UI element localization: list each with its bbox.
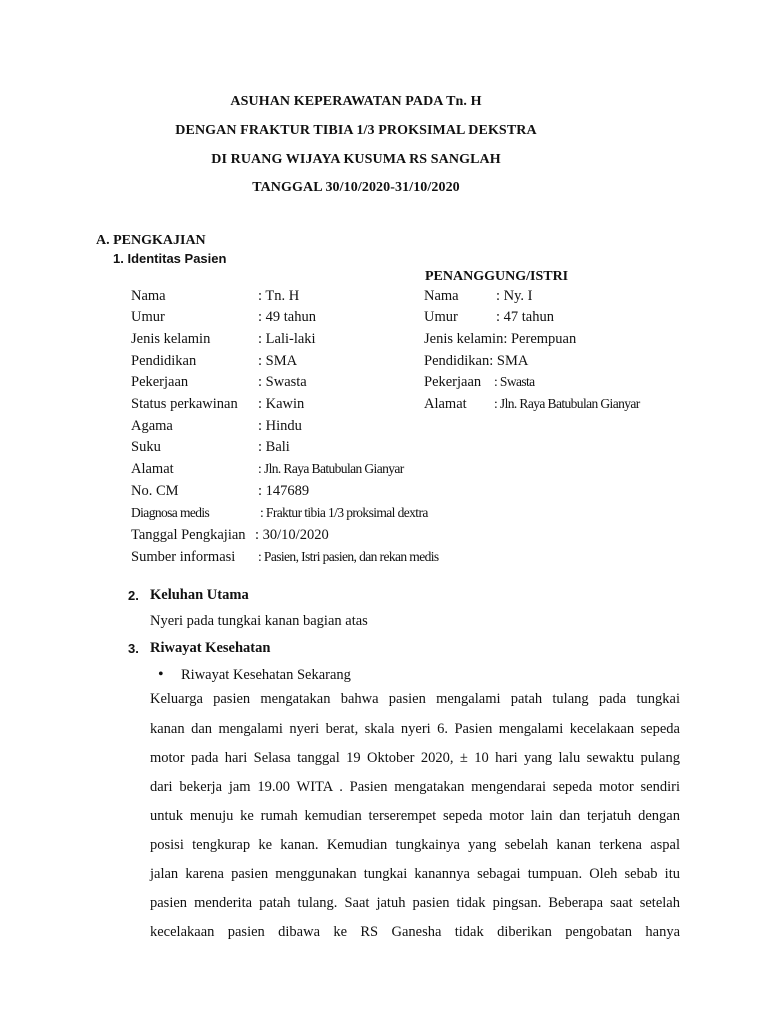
patient-label: Pendidikan <box>131 353 197 369</box>
patient-value: : Swasta <box>258 374 307 390</box>
patient-value: : Hindu <box>258 418 302 434</box>
section-heading-riwayat-kesehatan: Riwayat Kesehatan <box>150 640 271 656</box>
guardian-row-alamat <box>424 396 640 416</box>
guardian-row-jenis-kelamin <box>424 331 576 351</box>
bullet-icon: • <box>158 666 164 683</box>
paragraph-line: jalan karena pasien menggunakan tungkai kanannya sebagai tumpuan. Oleh sebab itu <box>150 866 680 882</box>
guardian-value: : Jln. Raya Batubulan Gianyar <box>494 396 640 411</box>
patient-label: Umur <box>131 309 165 325</box>
guardian-label: Alamat <box>424 396 467 412</box>
patient-label: Diagnosa medis <box>131 505 210 520</box>
title-line-4: TANGGAL 30/10/2020-31/10/2020 <box>252 180 460 195</box>
paragraph-line: pasien menderita patah tulang. Saat jatuh pasien tidak pingsan. Beberapa saat setelah <box>150 895 680 911</box>
patient-label: Alamat <box>131 461 174 477</box>
patient-value: : 49 tahun <box>258 309 316 325</box>
patient-label: Sumber informasi <box>131 549 236 565</box>
guardian-row-pekerjaan <box>424 374 535 394</box>
patient-value: : SMA <box>258 353 298 369</box>
section-heading-keluhan-utama: Keluhan Utama <box>150 587 249 603</box>
paragraph-line: kanan dan mengalami nyeri berat, skala nyeri 6. Pasien mengalami kecelakaan sepeda <box>150 721 680 737</box>
paragraph-line: motor pada hari Selasa tanggal 19 Oktober 2020, ± 10 hari yang lalu sewaktu pulang <box>150 750 680 766</box>
paragraph-line: untuk menuju ke rumah kemudian terserempet sepeda motor lain dan terjatuh dengan <box>150 808 680 824</box>
guardian-label: Pendidikan: SMA <box>424 353 529 369</box>
paragraph-line: dari bekerja jam 19.00 WITA . Pasien mengatakan mengendarai sepeda motor sendiri <box>150 779 680 795</box>
patient-value: : Tn. H <box>258 288 300 304</box>
section-number-3: 3. <box>128 641 139 656</box>
patient-label: Pekerjaan <box>131 374 189 390</box>
patient-label: Tanggal Pengkajian <box>131 527 246 543</box>
keluhan-utama-text: Nyeri pada tungkai kanan bagian atas <box>150 613 368 629</box>
guardian-value: : Ny. I <box>496 288 533 304</box>
paragraph-line: posisi tengkurap ke kanan. Kemudian tungkainya yang sebelah kanan terkena aspal <box>150 837 680 853</box>
patient-value: : Lali-laki <box>258 331 316 347</box>
patient-label: Status perkawinan <box>131 396 238 412</box>
guardian-label: Nama <box>424 288 459 304</box>
patient-value: : Fraktur tibia 1/3 proksimal dextra <box>260 505 428 520</box>
patient-value: : Jln. Raya Batubulan Gianyar <box>258 461 404 476</box>
guardian-label: Pekerjaan <box>424 374 482 390</box>
patient-value: : 147689 <box>258 483 310 499</box>
title-line-1: ASUHAN KEPERAWATAN PADA Tn. H <box>230 94 482 109</box>
guardian-value: : Swasta <box>494 374 535 389</box>
section-number-2: 2. <box>128 588 139 603</box>
bullet-text-riwayat-sekarang: Riwayat Kesehatan Sekarang <box>181 667 351 683</box>
patient-value: : Bali <box>258 439 290 455</box>
patient-label: Suku <box>131 439 161 455</box>
title-line-2: DENGAN FRAKTUR TIBIA 1/3 PROKSIMAL DEKSTRA <box>175 123 537 138</box>
guardian-row-pendidikan <box>424 353 528 373</box>
title-line-3: DI RUANG WIJAYA KUSUMA RS SANGLAH <box>211 152 501 167</box>
guardian-value: : 47 tahun <box>496 309 554 325</box>
patient-value: : Pasien, Istri pasien, dan rekan medis <box>258 549 439 564</box>
paragraph-line: kecelakaan pasien dibawa ke RS Ganesha tidak diberikan pengobatan hanya <box>150 924 680 940</box>
guardian-row-umur <box>424 309 554 329</box>
guardian-label: Umur <box>424 309 458 325</box>
subheading-identitas-pasien: 1. Identitas Pasien <box>113 251 227 266</box>
guardian-header: PENANGGUNG/ISTRI <box>425 269 569 284</box>
patient-label: Nama <box>131 288 166 304</box>
guardian-row-nama <box>424 288 533 308</box>
patient-value: : Kawin <box>258 396 305 412</box>
patient-label: No. CM <box>131 483 179 499</box>
patient-label: Jenis kelamin <box>131 331 211 347</box>
section-heading-pengkajian: A. PENGKAJIAN <box>96 233 206 248</box>
guardian-label: Jenis kelamin: Perempuan <box>424 331 577 347</box>
paragraph-line: Keluarga pasien mengatakan bahwa pasien mengalami patah tulang pada tungkai <box>150 691 680 707</box>
patient-label: Agama <box>131 418 173 434</box>
patient-value: : 30/10/2020 <box>255 527 329 543</box>
